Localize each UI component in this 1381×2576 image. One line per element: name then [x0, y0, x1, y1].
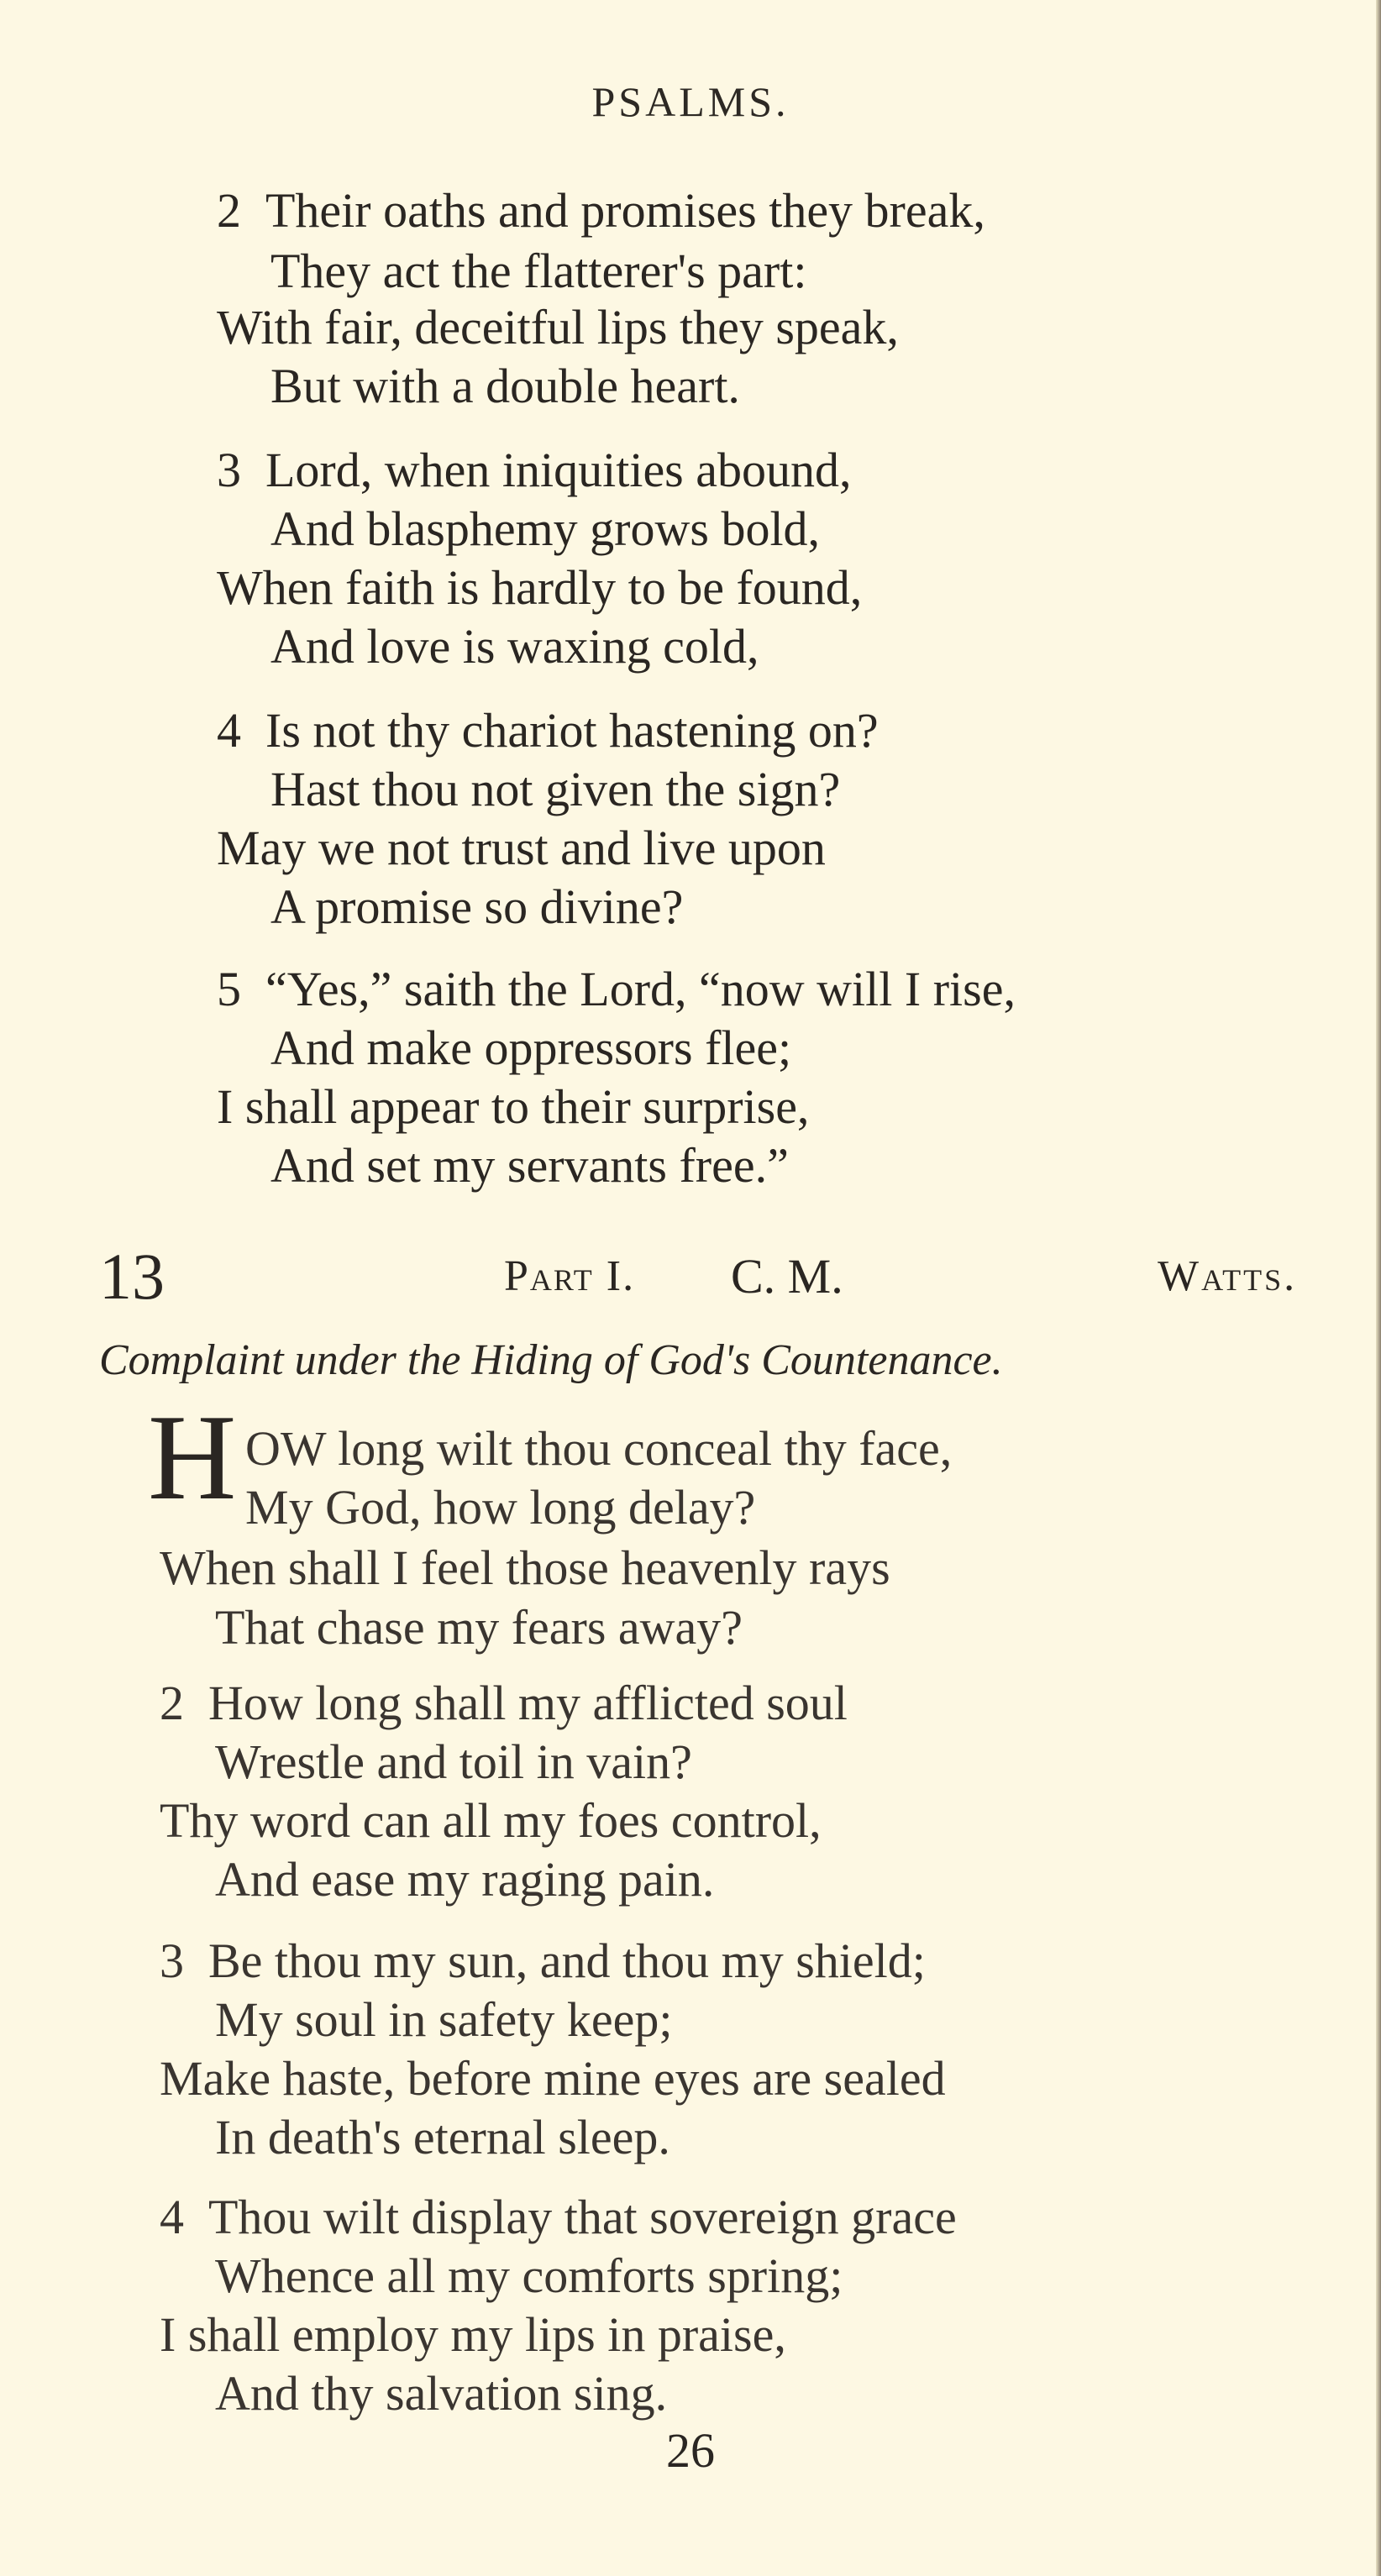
verse-line: I shall appear to their surprise,	[217, 1079, 810, 1134]
verse-line: But with a double heart.	[270, 359, 740, 413]
verse-line: And love is waxing cold,	[270, 619, 759, 674]
page-edge-shadow	[1376, 0, 1381, 2576]
verse-number: 5	[217, 962, 241, 1016]
verse-line: And make oppressors flee;	[270, 1020, 792, 1075]
verse-line: 2 How long shall my afflicted soul	[160, 1674, 848, 1733]
verse-number: 3	[160, 1933, 184, 1988]
verse-number: 2	[217, 183, 241, 238]
verse-line: 5 “Yes,” saith the Lord, “now will I rise,	[217, 960, 1016, 1019]
running-head: PSALMS.	[591, 78, 790, 125]
verse-line: Wrestle and toil in vain?	[215, 1734, 692, 1789]
verse-line: 3 Be thou my sun, and thou my shield;	[160, 1932, 926, 1991]
verse-line: And set my servants free.”	[270, 1138, 789, 1193]
hymn-number: 13	[99, 1240, 165, 1313]
verse-line: A promise so divine?	[270, 879, 684, 934]
verse-line: 3 Lord, when iniquities abound,	[217, 441, 852, 500]
hymn-meter: C. M.	[731, 1249, 843, 1304]
verse-line: And blasphemy grows bold,	[270, 501, 821, 556]
verse-line: 4 Thou wilt display that sovereign grace	[160, 2188, 957, 2247]
hymn-subtitle: Complaint under the Hiding of God's Countenance.	[99, 1336, 1003, 1384]
verse-line: When shall I feel those heavenly rays	[160, 1540, 890, 1595]
verse-number: 3	[217, 443, 241, 497]
verse-line: With fair, deceitful lips they speak,	[217, 300, 899, 354]
drop-cap: H	[148, 1389, 237, 1525]
verse-line: Whence all my comforts spring;	[215, 2248, 843, 2303]
verse-line: OW long wilt thou conceal thy face,	[245, 1421, 953, 1476]
verse-line: And thy salvation sing.	[215, 2366, 668, 2421]
verse-line: May we not trust and live upon	[217, 821, 826, 875]
verse-line: My soul in safety keep;	[215, 1992, 673, 2047]
verse-line: My God, how long delay?	[245, 1480, 756, 1535]
verse-number: 2	[160, 1676, 184, 1730]
hymn-part: Part I.	[504, 1252, 636, 1300]
verse-line: And ease my raging pain.	[215, 1852, 715, 1907]
verse-line: When faith is hardly to be found,	[217, 560, 863, 615]
verse-line: That chase my fears away?	[215, 1600, 743, 1655]
verse-line: Hast thou not given the sign?	[270, 762, 841, 816]
verse-line: 4 Is not thy chariot hastening on?	[217, 701, 879, 760]
verse-line: They act the flatterer's part:	[270, 244, 807, 298]
verse-line: 2 Their oaths and promises they break,	[217, 181, 985, 240]
verse-line: I shall employ my lips in praise,	[160, 2307, 786, 2362]
verse-number: 4	[160, 2190, 184, 2244]
page-number: 26	[666, 2423, 715, 2478]
verse-line: In death's eternal sleep.	[215, 2110, 670, 2164]
verse-number: 4	[217, 703, 241, 758]
hymn-author: Watts.	[1158, 1252, 1298, 1300]
verse-line: Make haste, before mine eyes are sealed	[160, 2051, 946, 2106]
verse-line: Thy word can all my foes control,	[160, 1793, 822, 1848]
